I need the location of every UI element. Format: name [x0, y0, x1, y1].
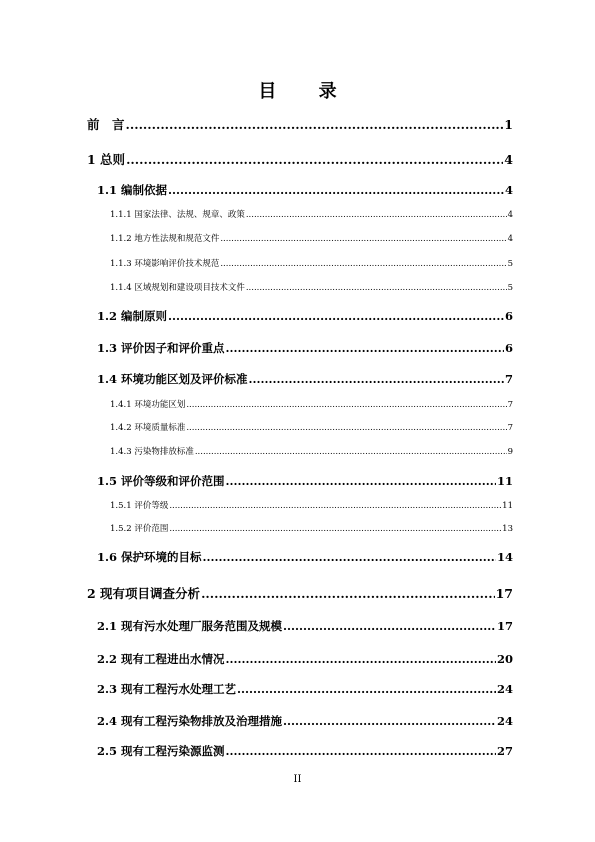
toc-leader-dots	[220, 259, 506, 269]
toc-entry-page: 27	[496, 744, 513, 758]
toc-entry-label: 1.4.3 污染物排放标准	[110, 447, 194, 457]
toc-entry-page: 6	[504, 309, 513, 323]
toc-entry-page: 7	[507, 400, 513, 410]
toc-entry-level2[interactable]	[97, 713, 513, 729]
toc-entry-page: 4	[507, 210, 513, 220]
toc-leader-dots	[226, 474, 496, 488]
toc-entry-level2[interactable]	[97, 182, 513, 198]
toc-entry-label: 1.2 编制原则	[97, 309, 168, 323]
toc-leader-dots	[237, 682, 496, 696]
toc-leader-dots	[249, 372, 504, 386]
toc-entry-page: 17	[495, 586, 513, 601]
toc-entry-page: 14	[496, 550, 513, 564]
toc-entry-level2[interactable]	[97, 651, 513, 667]
toc-entry-page: 4	[507, 234, 513, 244]
toc-leader-dots	[186, 400, 506, 410]
toc-entry-page: 11	[496, 474, 513, 488]
toc-entry-level3[interactable]	[110, 421, 513, 433]
toc-entry-level3[interactable]	[110, 398, 513, 410]
toc-entry-page: 20	[496, 652, 513, 666]
toc-leader-dots	[126, 152, 503, 167]
toc-entry-label: 1.5.1 评价等级	[110, 501, 169, 511]
toc-leader-dots	[220, 234, 506, 244]
page-title: 目 录	[258, 81, 355, 102]
toc-entry-page: 9	[507, 447, 513, 457]
toc-entry-page: 7	[504, 372, 513, 386]
toc-entry-level2[interactable]	[97, 618, 513, 634]
toc-entry-label: 1.1.1 国家法律、法规、规章、政策	[110, 210, 245, 220]
toc-leader-dots	[126, 117, 504, 132]
toc-entry-level2[interactable]	[97, 308, 513, 324]
toc-entry-page: 4	[504, 183, 513, 197]
toc-leader-dots	[195, 447, 507, 457]
toc-entry-label: 2.5 现有工程污染源监测	[97, 744, 225, 758]
toc-entry-level2[interactable]	[97, 473, 513, 489]
toc-entry-label: 1.3 评价因子和评价重点	[97, 341, 225, 355]
toc-entry-level2[interactable]	[97, 340, 513, 356]
toc-entry-level1[interactable]	[87, 150, 513, 168]
toc-entry-level2[interactable]	[97, 743, 513, 759]
toc-entry-level3[interactable]	[110, 499, 513, 511]
toc-entry-level1[interactable]	[87, 584, 513, 602]
toc-entry-page: 5	[507, 259, 513, 269]
toc-entry-label: 1.4.2 环境质量标准	[110, 423, 186, 433]
toc-entry-label: 1.4 环境功能区划及评价标准	[97, 372, 248, 386]
toc-entry-level3[interactable]	[110, 445, 513, 457]
toc-entry-label: 1.4.1 环境功能区划	[110, 400, 186, 410]
toc-entry-page: 24	[496, 714, 513, 728]
toc-entry-page: 13	[502, 524, 513, 534]
toc-entry-level1[interactable]	[87, 115, 513, 133]
toc-entry-label: 2 现有项目调查分析	[87, 586, 201, 601]
toc-leader-dots	[283, 619, 496, 633]
toc-leader-dots	[201, 586, 495, 601]
toc-entry-label: 2.1 现有污水处理厂服务范围及规模	[97, 619, 283, 633]
toc-leader-dots	[283, 714, 496, 728]
toc-entry-level3[interactable]	[110, 208, 513, 220]
toc-leader-dots	[246, 210, 507, 220]
toc-entry-level3[interactable]	[110, 257, 513, 269]
toc-leader-dots	[226, 341, 504, 355]
toc-entry-label: 1.1 编制依据	[97, 183, 168, 197]
toc-entry-page: 4	[504, 152, 513, 167]
toc-leader-dots	[169, 524, 501, 534]
toc-entry-label: 1.1.3 环境影响评价技术规范	[110, 259, 220, 269]
toc-entry-label: 1.1.4 区域规划和建设项目技术文件	[110, 283, 245, 293]
toc-entry-label: 1.1.2 地方性法规和规范文件	[110, 234, 220, 244]
toc-entry-label: 1 总则	[87, 152, 126, 167]
toc-entry-label: 1.5 评价等级和评价范围	[97, 474, 225, 488]
toc-entry-level3[interactable]	[110, 522, 513, 534]
toc-entry-page: 1	[504, 117, 513, 132]
toc-leader-dots	[168, 309, 504, 323]
toc-entry-page: 24	[496, 682, 513, 696]
toc-entry-page: 17	[496, 619, 513, 633]
toc-leader-dots	[168, 183, 504, 197]
toc-entry-label: 2.2 现有工程进出水情况	[97, 652, 225, 666]
toc-entry-label: 2.3 现有工程污水处理工艺	[97, 682, 237, 696]
toc-entry-label: 2.4 现有工程污染物排放及治理措施	[97, 714, 283, 728]
toc-entry-label: 1.6 保护环境的目标	[97, 550, 202, 564]
toc-leader-dots	[203, 550, 496, 564]
toc-entry-label: 前 言	[87, 117, 125, 132]
toc-entry-page: 6	[504, 341, 513, 355]
toc-leader-dots	[226, 652, 496, 666]
toc-leader-dots	[226, 744, 496, 758]
page-number-footer: II	[293, 774, 302, 785]
toc-leader-dots	[186, 423, 506, 433]
toc-entry-level2[interactable]	[97, 681, 513, 697]
toc-entry-level2[interactable]	[97, 371, 513, 387]
toc-entry-page: 7	[507, 423, 513, 433]
toc-entry-page: 5	[507, 283, 513, 293]
toc-leader-dots	[169, 501, 501, 511]
toc-entry-level3[interactable]	[110, 281, 513, 293]
toc-leader-dots	[246, 283, 507, 293]
toc-entry-label: 1.5.2 评价范围	[110, 524, 169, 534]
toc-entry-level3[interactable]	[110, 232, 513, 244]
toc-entry-page: 11	[502, 501, 513, 511]
toc-entry-level2[interactable]	[97, 549, 513, 565]
